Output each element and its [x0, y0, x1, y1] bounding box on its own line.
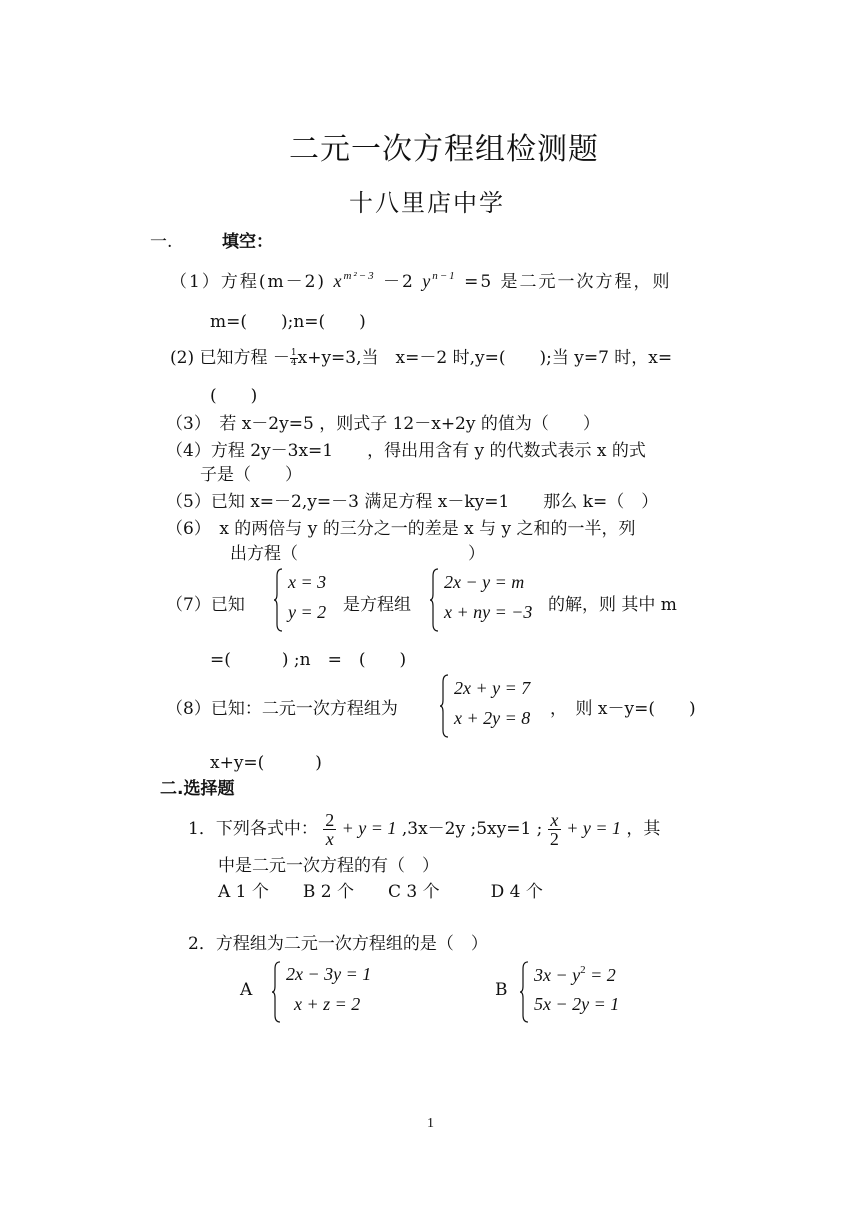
question-text: ，其 — [626, 819, 661, 839]
section-heading: 填空： — [222, 232, 273, 252]
brace-icon — [430, 568, 439, 632]
equation-row: 2x − y = m — [444, 572, 525, 592]
question-4-cont: 子是（ ） — [200, 465, 302, 485]
option-label: B — [495, 980, 508, 1000]
equation-row: x = 3 — [288, 572, 327, 592]
brace-icon — [274, 568, 283, 632]
brace-icon — [272, 961, 281, 1023]
page-title: 二元一次方程组检测题 — [289, 132, 599, 167]
question-5: （5）已知 x=－2,y=－3 满足方程 x－ky=1 那么 k=（ ） — [166, 492, 659, 512]
equation-row: 2x − 3y = 1 — [286, 964, 372, 984]
math-variable: $y^{n-1}$ — [422, 270, 457, 291]
brace-icon — [440, 674, 449, 738]
question-text: (2) 已知方程 － — [170, 348, 290, 368]
equation-row: x + z = 2 — [294, 994, 361, 1014]
equation-row: $3x - y^2 = 2$ — [534, 964, 616, 985]
math-expression: + y = 1 — [566, 818, 622, 838]
question-7-label: （7）已知 — [166, 595, 245, 615]
equation-system — [520, 961, 630, 1023]
question-8-end: ， 则 x－y=( ) — [550, 699, 696, 719]
question-3: （3） 若 x－2y=5 ，则式子 12－x+2y 的值为（ ） — [166, 414, 600, 434]
equation-row: 2x + y = 7 — [454, 678, 531, 698]
question-1 — [170, 267, 672, 292]
section-heading: 二.选择题 — [160, 779, 235, 799]
page-subtitle: 十八里店中学 — [349, 189, 505, 217]
option-label: A — [240, 980, 253, 1000]
equation-system — [430, 568, 545, 632]
section-number: 一. — [150, 232, 173, 252]
equation-row: x + ny = −3 — [444, 602, 533, 622]
question-7-mid: 是方程组 — [343, 595, 411, 615]
math-expression: + y = 1 — [341, 818, 397, 838]
choice-1-cont: 中是二元一次方程的有（ ） — [218, 856, 439, 876]
choice-2: 2．方程组为二元一次方程组的是（ ） — [188, 934, 488, 954]
question-6: （6） x 的两倍与 y 的三分之一的差是 x 与 y 之和的一半，列 — [166, 519, 636, 539]
question-7-end: 的解，则 其中 m — [548, 595, 677, 615]
question-2 — [170, 343, 672, 368]
question-7-blanks: =( ) ;n = ( ) — [210, 650, 407, 670]
question-2-blank: ( ) — [210, 386, 258, 406]
math-variable: $x^{m^2-3}$ — [333, 270, 376, 291]
equation-row: x + 2y = 8 — [454, 708, 531, 728]
equation-row: 5x − 2y = 1 — [534, 994, 620, 1014]
choice-1 — [188, 811, 660, 848]
question-1-blanks: m=( );n=( ) — [210, 312, 366, 332]
equation-system — [440, 674, 545, 738]
choice-1-options: A 1 个 B 2 个 C 3 个 D 4 个 — [218, 882, 543, 902]
question-text: x+y=3,当 x=－2 时,y=( );当 y=7 时，x= — [297, 348, 673, 368]
fraction: $\frac{2}{x}$ — [325, 810, 335, 849]
page-number: 1 — [427, 1116, 434, 1131]
brace-icon — [520, 961, 529, 1023]
question-text: 1．下列各式中： — [188, 819, 318, 839]
question-4: （4）方程 2y－3x=1 ，得出用含有 y 的代数式表示 x 的式 — [166, 441, 646, 461]
equation-system — [274, 568, 344, 632]
fraction: $\frac{x}{2}$ — [549, 810, 559, 849]
question-text: ,3x－2y ;5xy=1 ; — [401, 819, 543, 839]
question-text: －2 — [383, 272, 415, 292]
question-6-cont: 出方程（ ） — [230, 544, 485, 564]
question-8-blank: x+y=( ) — [210, 753, 322, 773]
question-text: （1）方程(m－2) — [170, 272, 327, 292]
equation-system — [272, 961, 382, 1023]
equation-row: y = 2 — [288, 602, 327, 622]
question-text: =5 是二元一次方程，则 — [464, 272, 672, 292]
question-8-label: （8）已知：二元一次方程组为 — [166, 699, 398, 719]
fraction: $\frac{1}{4}$ — [290, 348, 297, 368]
